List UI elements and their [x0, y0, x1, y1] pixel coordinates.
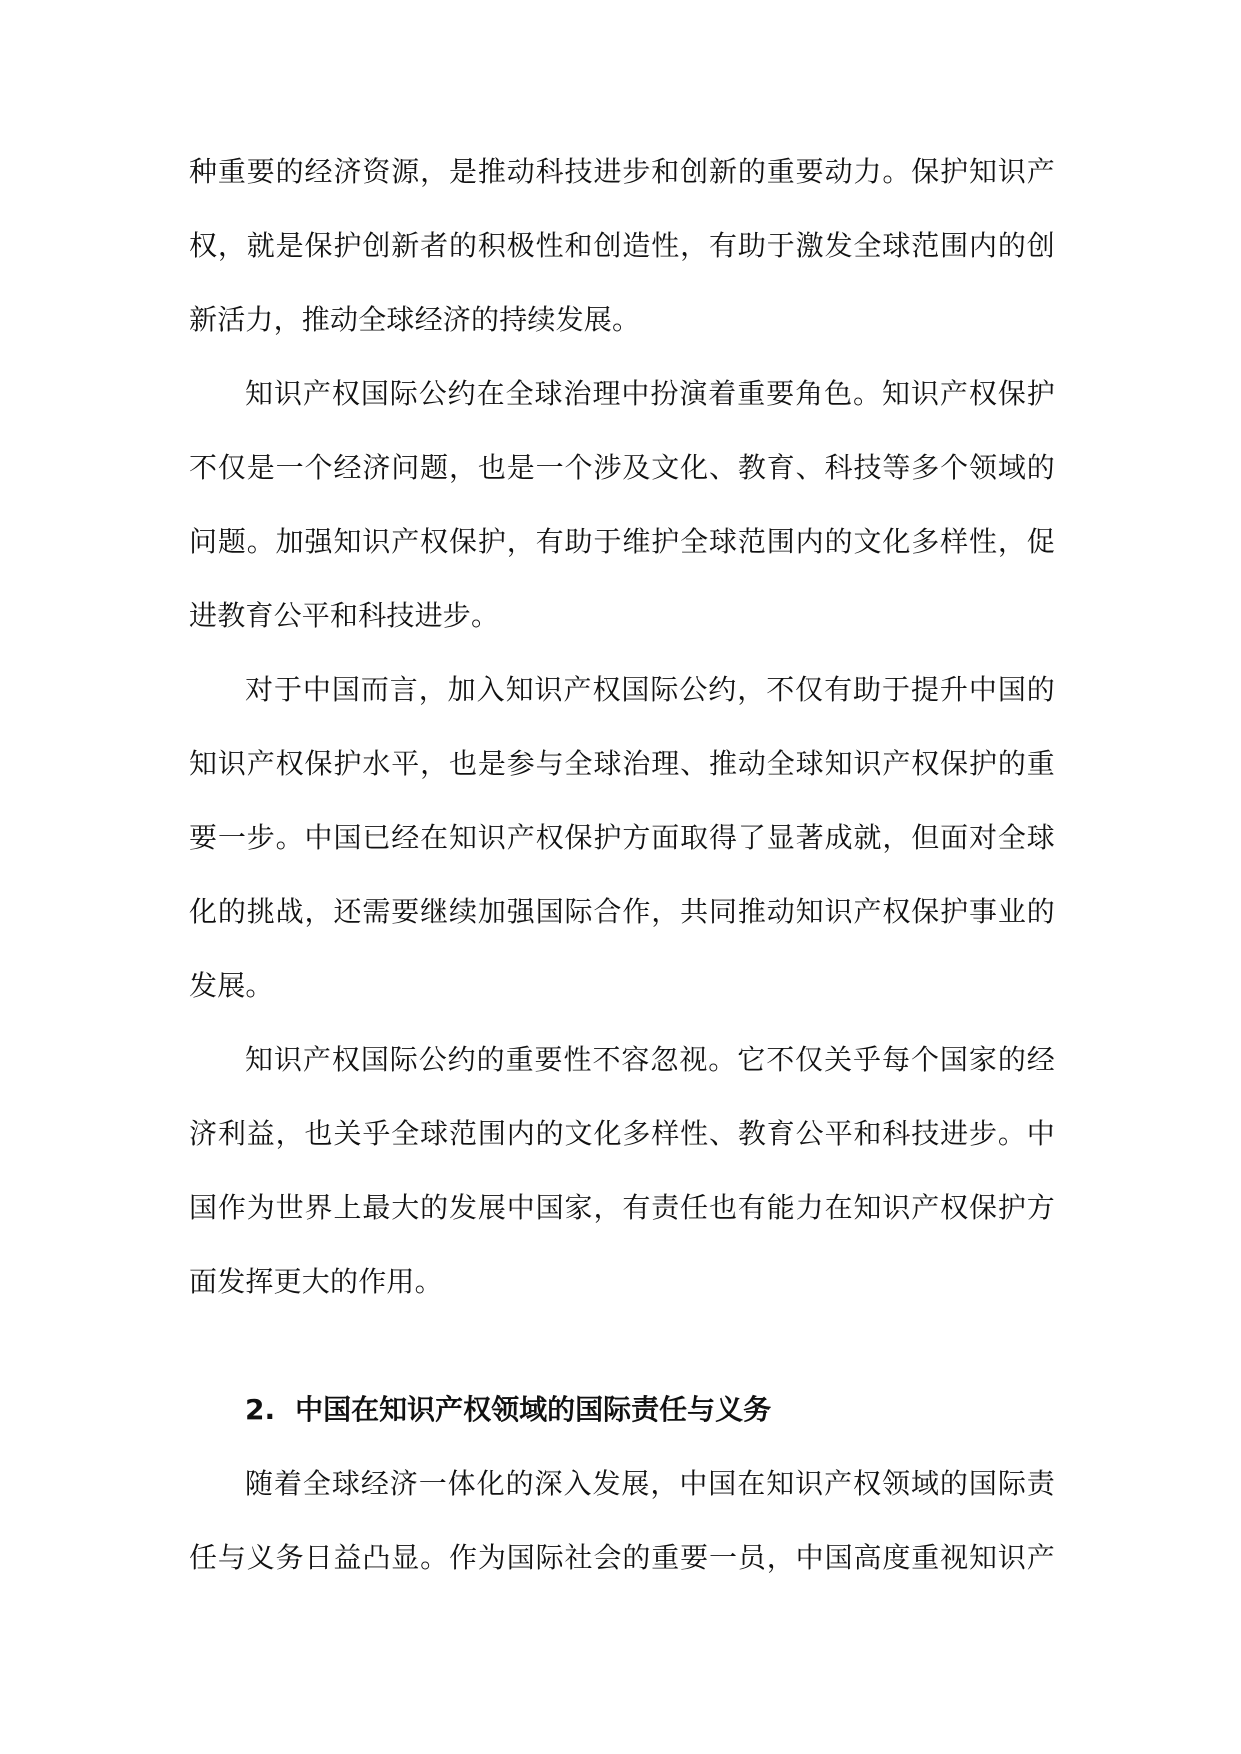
paragraph-4-line-3: 国作为世界上最大的发展中国家，有责任也有能力在知识产权保护方: [189, 1191, 1055, 1224]
paragraph-1-line-1: 种重要的经济资源，是推动科技进步和创新的重要动力。保护知识产: [189, 155, 1055, 188]
section-paragraph-line-2: 任与义务日益凸显。作为国际社会的重要一员，中国高度重视知识产: [189, 1541, 1055, 1574]
paragraph-3-line-1: 对于中国而言，加入知识产权国际公约，不仅有助于提升中国的: [245, 673, 1055, 706]
paragraph-2-line-2: 不仅是一个经济问题，也是一个涉及文化、教育、科技等多个领域的: [189, 451, 1055, 484]
section-heading: [245, 1390, 771, 1430]
paragraph-3-line-4: 化的挑战，还需要继续加强国际合作，共同推动知识产权保护事业的: [189, 895, 1055, 928]
paragraph-4-line-4: 面发挥更大的作用。: [189, 1265, 443, 1298]
paragraph-2-line-1: 知识产权国际公约在全球治理中扮演着重要角色。知识产权保护: [245, 377, 1055, 410]
paragraph-1-line-2: 权，就是保护创新者的积极性和创造性，有助于激发全球范围内的创: [189, 229, 1055, 262]
paragraph-4-line-2: 济利益，也关乎全球范围内的文化多样性、教育公平和科技进步。中: [189, 1117, 1055, 1150]
paragraph-3-line-2: 知识产权保护水平，也是参与全球治理、推动全球知识产权保护的重: [189, 747, 1055, 780]
section-title: 中国在知识产权领域的国际责任与义务: [295, 1393, 772, 1426]
section-paragraph-line-1: 随着全球经济一体化的深入发展，中国在知识产权领域的国际责: [245, 1467, 1055, 1500]
paragraph-4-line-1: 知识产权国际公约的重要性不容忽视。它不仅关乎每个国家的经: [245, 1043, 1055, 1076]
paragraph-3-line-5: 发展。: [189, 969, 274, 1002]
paragraph-1-line-3: 新活力，推动全球经济的持续发展。: [189, 303, 641, 336]
paragraph-3-line-3: 要一步。中国已经在知识产权保护方面取得了显著成就，但面对全球: [189, 821, 1055, 854]
paragraph-2-line-4: 进教育公平和科技进步。: [189, 599, 500, 632]
section-number: 2.: [245, 1393, 276, 1426]
paragraph-2-line-3: 问题。加强知识产权保护，有助于维护全球范围内的文化多样性，促: [189, 525, 1055, 558]
